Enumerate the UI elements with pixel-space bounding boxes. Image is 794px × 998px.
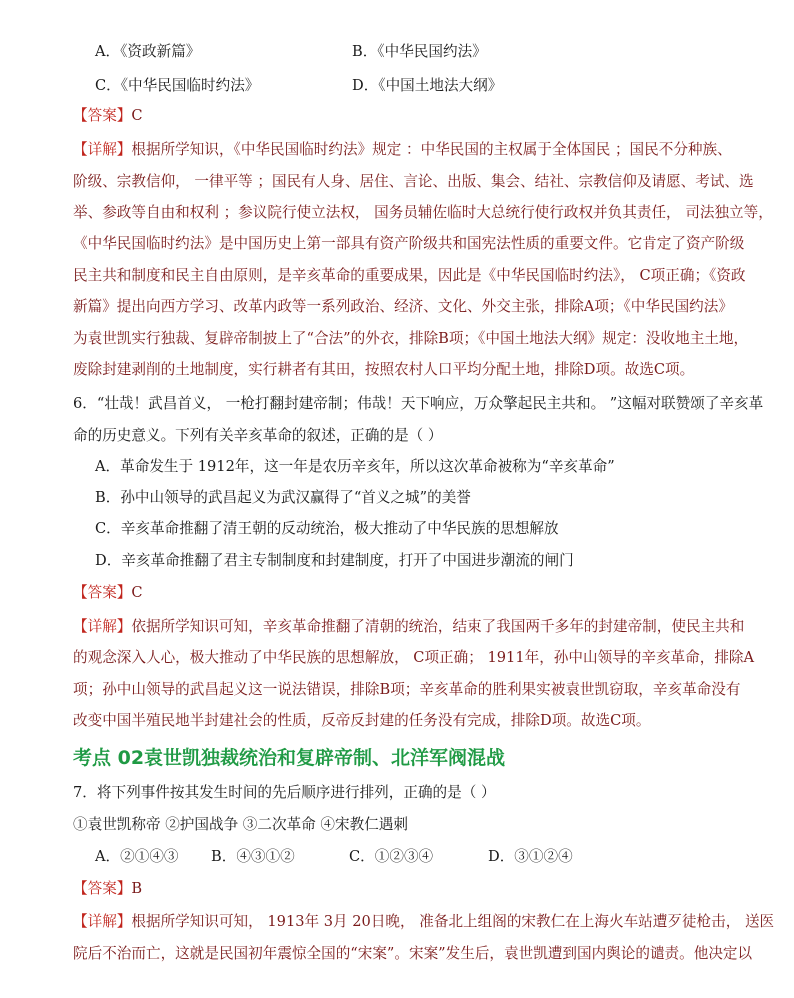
answer-value: C <box>131 584 143 601</box>
detail-text: 依据所学知识可知，辛亥革命推翻了清朝的统治，结束了我国两千多年的封建帝制，使民主共和 <box>131 618 745 635</box>
q7-options-row <box>95 847 573 867</box>
detail-text: 根据所学知识可知， 1913年 3月 20日晚， 准备北上组阁的宋教仁在上海火车站遭歹徒枪击， 送医 <box>131 913 775 930</box>
section-heading: 考点 02袁世凯独裁统治和复辟帝制、北洋军阀混战 <box>73 747 506 769</box>
q7-option-c: C．①②③④ <box>349 848 434 865</box>
q5-options-row-2 <box>95 76 502 96</box>
q7-events: ①袁世凯称帝 ②护国战争 ③二次革命 ④宋教仁遇刺 <box>73 816 408 833</box>
detail-tag: 【详解】 <box>73 618 132 635</box>
q7-stem: 7．将下列事件按其发生时间的先后顺序进行排列，正确的是（ ） <box>73 784 496 801</box>
q5-detail-line-1 <box>73 140 732 160</box>
q6-option-d: D．辛亥革命推翻了君主专制制度和封建制度，打开了中国进步潮流的闸门 <box>95 552 574 569</box>
q5-detail-line-7: 为袁世凯实行独裁、复辟帝制披上了“合法”的外衣，排除B项；《中国土地法大纲》规定：没收地主土地， <box>73 330 749 347</box>
q7-option-b: B．④③①② <box>211 848 295 865</box>
q6-detail-line-1 <box>73 617 744 637</box>
q7-option-d: D．③①②④ <box>488 848 573 865</box>
q5-option-b: B．《中华民国约法》 <box>352 43 487 60</box>
q5-detail-line-2: 阶级、宗教信仰， 一律平等 ；国民有人身、居住、言论、出版、集会、结社、宗教信仰及请愿、考试、选 <box>73 173 754 190</box>
answer-tag: 【答案】 <box>73 584 132 601</box>
q6-detail-line-4: 改变中国半殖民地半封建社会的性质，反帝反封建的任务没有完成，排除D项。故选C项。 <box>73 712 651 729</box>
q6-answer <box>73 583 143 603</box>
q6-option-b: B．孙中山领导的武昌起义为武汉赢得了“首义之城”的美誉 <box>95 489 471 506</box>
detail-tag: 【详解】 <box>73 913 132 930</box>
q6-stem-line-2: 命的历史意义。下列有关辛亥革命的叙述，正确的是（ ） <box>73 427 443 444</box>
q5-option-d: D．《中国土地法大纲》 <box>352 77 503 94</box>
detail-tag: 【详解】 <box>73 141 132 158</box>
q5-option-c: C．《中华民国临时约法》 <box>95 77 260 94</box>
answer-value: B <box>131 880 143 897</box>
q5-detail-line-6: 新篇》提出向西方学习、改革内政等一系列政治、经济、文化、外交主张，排除A项；《中华民国约法》 <box>73 298 733 315</box>
q6-detail-line-3: 项；孙中山领导的武昌起义这一说法错误，排除B项；辛亥革命的胜利果实被袁世凯窃取，辛亥革命没有 <box>73 681 741 698</box>
answer-tag: 【答案】 <box>73 880 132 897</box>
q5-detail-line-5: 民主共和制度和民主自由原则，是辛亥革命的重要成果，因此是《中华民国临时约法》， C项正确；《资政 <box>73 267 746 284</box>
q5-options-row-1 <box>95 42 487 62</box>
q6-option-c: C．辛亥革命推翻了清王朝的反动统治，极大推动了中华民族的思想解放 <box>95 520 559 537</box>
q7-detail-line-2: 院后不治而亡，这就是民国初年震惊全国的“宋案”。宋案”发生后，袁世凯遭到国内舆论的谴责。他决定以 <box>73 945 753 962</box>
q7-answer <box>73 879 142 899</box>
answer-value: C <box>131 107 143 124</box>
q6-option-a: A．革命发生于 1912年，这一年是农历辛亥年，所以这次革命被称为“辛亥革命” <box>95 458 615 475</box>
q7-option-a: A．②①④③ <box>95 848 179 865</box>
q5-detail-line-4: 《中华民国临时约法》是中国历史上第一部具有资产阶级共和国宪法性质的重要文件。它肯定了资产阶级 <box>73 235 745 252</box>
q6-stem-line-1: 6．“壮哉！武昌首义， 一枪打翻封建帝制；伟哉！天下响应，万众擎起民主共和。 ”这幅对联赞颂了辛亥革 <box>73 395 764 412</box>
q7-detail-line-1 <box>73 912 774 932</box>
q6-detail-line-2: 的观念深入人心，极大推动了中华民族的思想解放， C项正确； 1911年，孙中山领导的辛亥革命，排除A <box>73 649 755 666</box>
q5-detail-line-3: 举、参政等自由和权利 ；参议院行使立法权， 国务员辅佐临时大总统行使行政权并负其责任， 司法独立等， <box>73 204 773 221</box>
detail-text: 根据所学知识，《中华民国临时约法》规定 ：中华民国的主权属于全体国民 ；国民不分种族、 <box>131 141 732 158</box>
answer-tag: 【答案】 <box>73 107 132 124</box>
q5-option-a: A．《资政新篇》 <box>95 43 201 60</box>
q5-answer <box>73 106 143 126</box>
q5-detail-line-8: 废除封建剥削的土地制度，实行耕者有其田，按照农村人口平均分配土地，排除D项。故选C项。 <box>73 361 695 378</box>
